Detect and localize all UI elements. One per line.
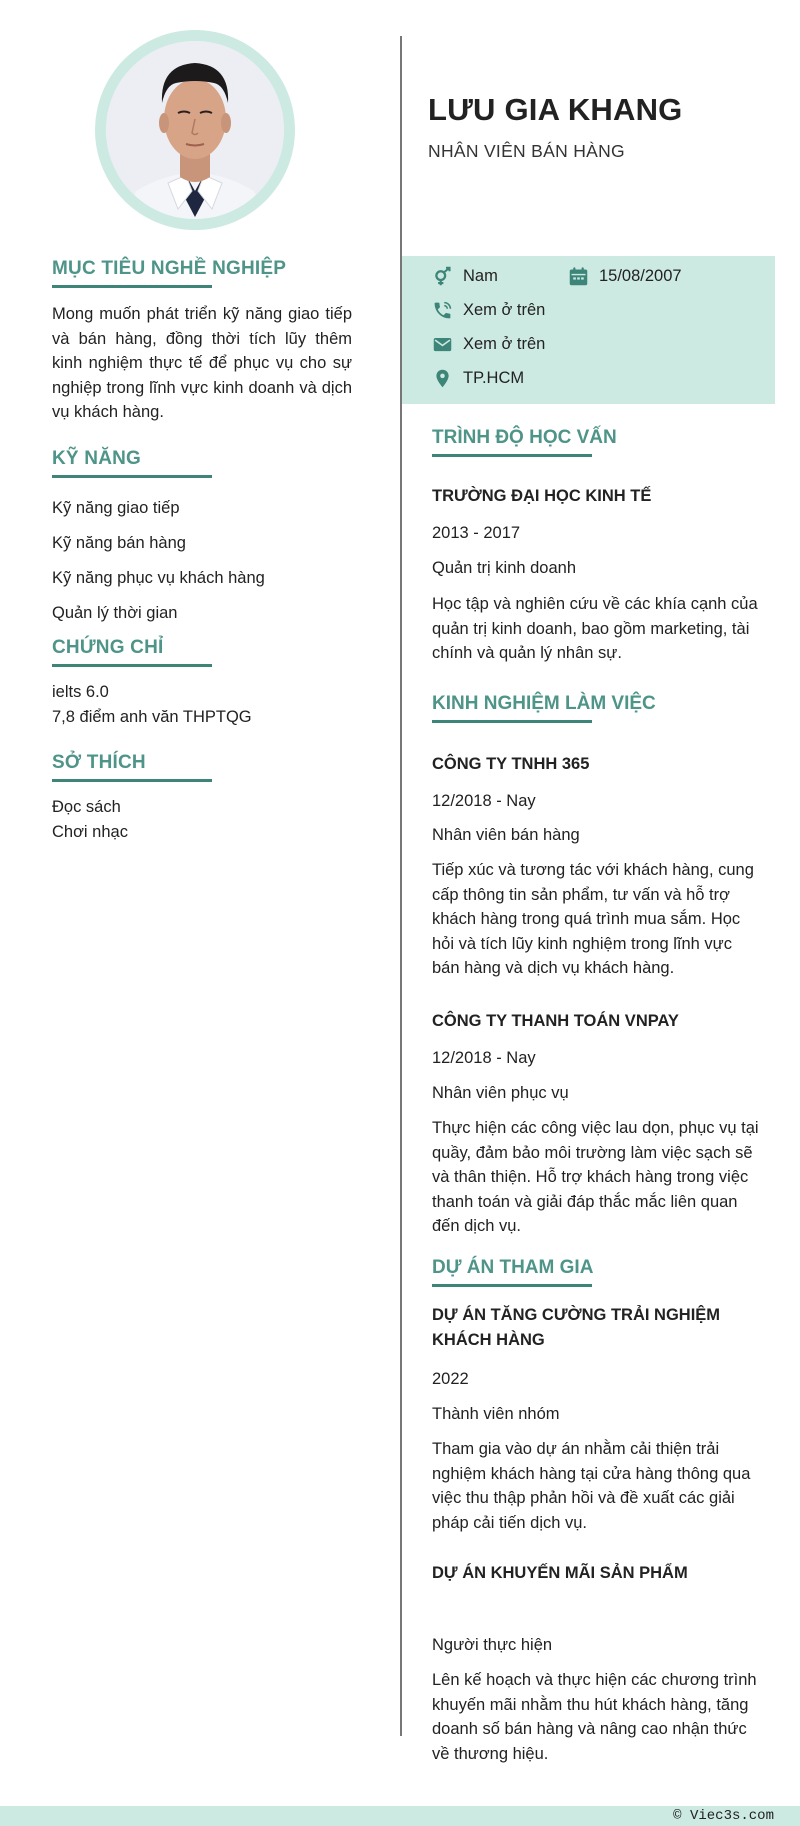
section-underline (52, 475, 212, 478)
contact-email (432, 334, 545, 355)
experience-period: 12/2018 - Nay (432, 1049, 536, 1067)
contact-address (432, 368, 524, 389)
candidate-title: NHÂN VIÊN BÁN HÀNG (428, 141, 625, 161)
section-underline (52, 285, 212, 288)
list-item: Chơi nhạc (52, 822, 128, 841)
experience-company: CÔNG TY TNHH 365 (432, 755, 590, 773)
experience-description: Thực hiện các công việc lau dọn, phục vụ tại quầy, đảm bảo môi trường làm việc sạch sẽ và thân thiện. Hỗ trợ khách hàng trong việc thanh toán và giải đáp thắc mắc liên quan đến dịch vụ. (432, 1119, 759, 1235)
birthday-value: 15/08/2007 (599, 267, 682, 285)
avatar-ring (95, 30, 295, 230)
hobbies-title: SỞ THÍCH (52, 752, 146, 773)
email-icon (432, 334, 453, 355)
location-icon (432, 368, 453, 389)
calendar-icon (568, 266, 589, 287)
certificates-section (52, 637, 352, 726)
objective-title: MỤC TIÊU NGHỀ NGHIỆP (52, 258, 287, 279)
section-underline (432, 720, 592, 723)
project-description: Tham gia vào dự án nhằm cải thiện trải nghiệm khách hàng tại cửa hàng thông qua việc thu thập phản hồi và đề xuất các giải pháp cải tiến dịch vụ. (432, 1440, 751, 1532)
education-school: TRƯỜNG ĐẠI HỌC KINH TẾ (432, 487, 652, 505)
experience-position: Nhân viên bán hàng (432, 826, 580, 844)
objective-section (52, 258, 352, 425)
certificates-title: CHỨNG CHỈ (52, 637, 164, 658)
candidate-name: LƯU GIA KHANG (428, 92, 683, 127)
project-name: DỰ ÁN KHUYẾN MÃI SẢN PHẨM (432, 1564, 688, 1582)
skills-section (52, 448, 352, 622)
certificates-list (52, 680, 252, 729)
phone-icon (432, 300, 453, 321)
section-underline (432, 454, 592, 457)
avatar-portrait (106, 41, 284, 219)
education-title: TRÌNH ĐỘ HỌC VẤN (432, 427, 617, 448)
list-item: Quản lý thời gian (52, 604, 178, 622)
email-value: Xem ở trên (463, 335, 546, 353)
experience-description: Tiếp xúc và tương tác với khách hàng, cung cấp thông tin sản phẩm, tư vấn và hỗ trợ khách hàng trong quá trình mua sắm. Học hỏi và tích lũy kinh nghiệm trong lĩnh vực bán hàng và dịch vụ khách hàng. (432, 861, 754, 977)
section-underline (52, 664, 212, 667)
address-value: TP.HCM (463, 369, 525, 387)
contact-birthday (568, 266, 682, 287)
experience-position: Nhân viên phục vụ (432, 1084, 569, 1102)
project-name: DỰ ÁN TĂNG CƯỜNG TRẢI NGHIỆM KHÁCH HÀNG (432, 1306, 721, 1349)
footer-bar (0, 1806, 800, 1826)
list-item: Kỹ năng phục vụ khách hàng (52, 569, 265, 587)
hobbies-section (52, 752, 352, 841)
list-item: Đọc sách (52, 798, 121, 816)
gender-icon (432, 266, 453, 287)
experience-period: 12/2018 - Nay (432, 792, 536, 810)
hobbies-list (52, 795, 128, 844)
avatar (106, 41, 284, 219)
list-item: 7,8 điểm anh văn THPTQG (52, 707, 252, 726)
skills-list (52, 491, 265, 631)
project-period: 2022 (432, 1370, 469, 1388)
footer-credit: © Viec3s.com (673, 1808, 774, 1824)
list-item: Kỹ năng giao tiếp (52, 499, 180, 517)
education-description: Học tập và nghiên cứu về các khía cạnh của quản trị kinh doanh, bao gồm marketing, tài chính và quản lý nhân sự. (432, 595, 758, 662)
section-underline (432, 1284, 592, 1287)
objective-text: Mong muốn phát triển kỹ năng giao tiếp và bán hàng, đồng thời tích lũy thêm kinh nghiệm thực tế để phục vụ cho sự nghiệp trong lĩnh vực kinh doanh và dịch vụ khách hàng. (52, 305, 352, 421)
education-period: 2013 - 2017 (432, 524, 521, 542)
phone-value: Xem ở trên (463, 301, 546, 319)
gender-value: Nam (463, 267, 498, 285)
education-major: Quản trị kinh doanh (432, 559, 577, 577)
project-role: Người thực hiện (432, 1636, 553, 1654)
experience-company: CÔNG TY THANH TOÁN VNPAY (432, 1012, 679, 1030)
contact-gender (432, 266, 498, 287)
section-underline (52, 779, 212, 782)
contact-phone (432, 300, 545, 321)
list-item: Kỹ năng bán hàng (52, 534, 186, 552)
projects-title: DỰ ÁN THAM GIA (432, 1257, 594, 1278)
project-role: Thành viên nhóm (432, 1405, 560, 1423)
list-item: ielts 6.0 (52, 683, 109, 701)
experience-title: KINH NGHIỆM LÀM VIỆC (432, 693, 656, 714)
contact-box (402, 256, 775, 404)
project-description: Lên kế hoạch và thực hiện các chương trình khuyến mãi nhằm thu hút khách hàng, tăng doanh số bán hàng và nâng cao nhận thức về thương hiệu. (432, 1671, 757, 1763)
skills-title: KỸ NĂNG (52, 448, 142, 469)
